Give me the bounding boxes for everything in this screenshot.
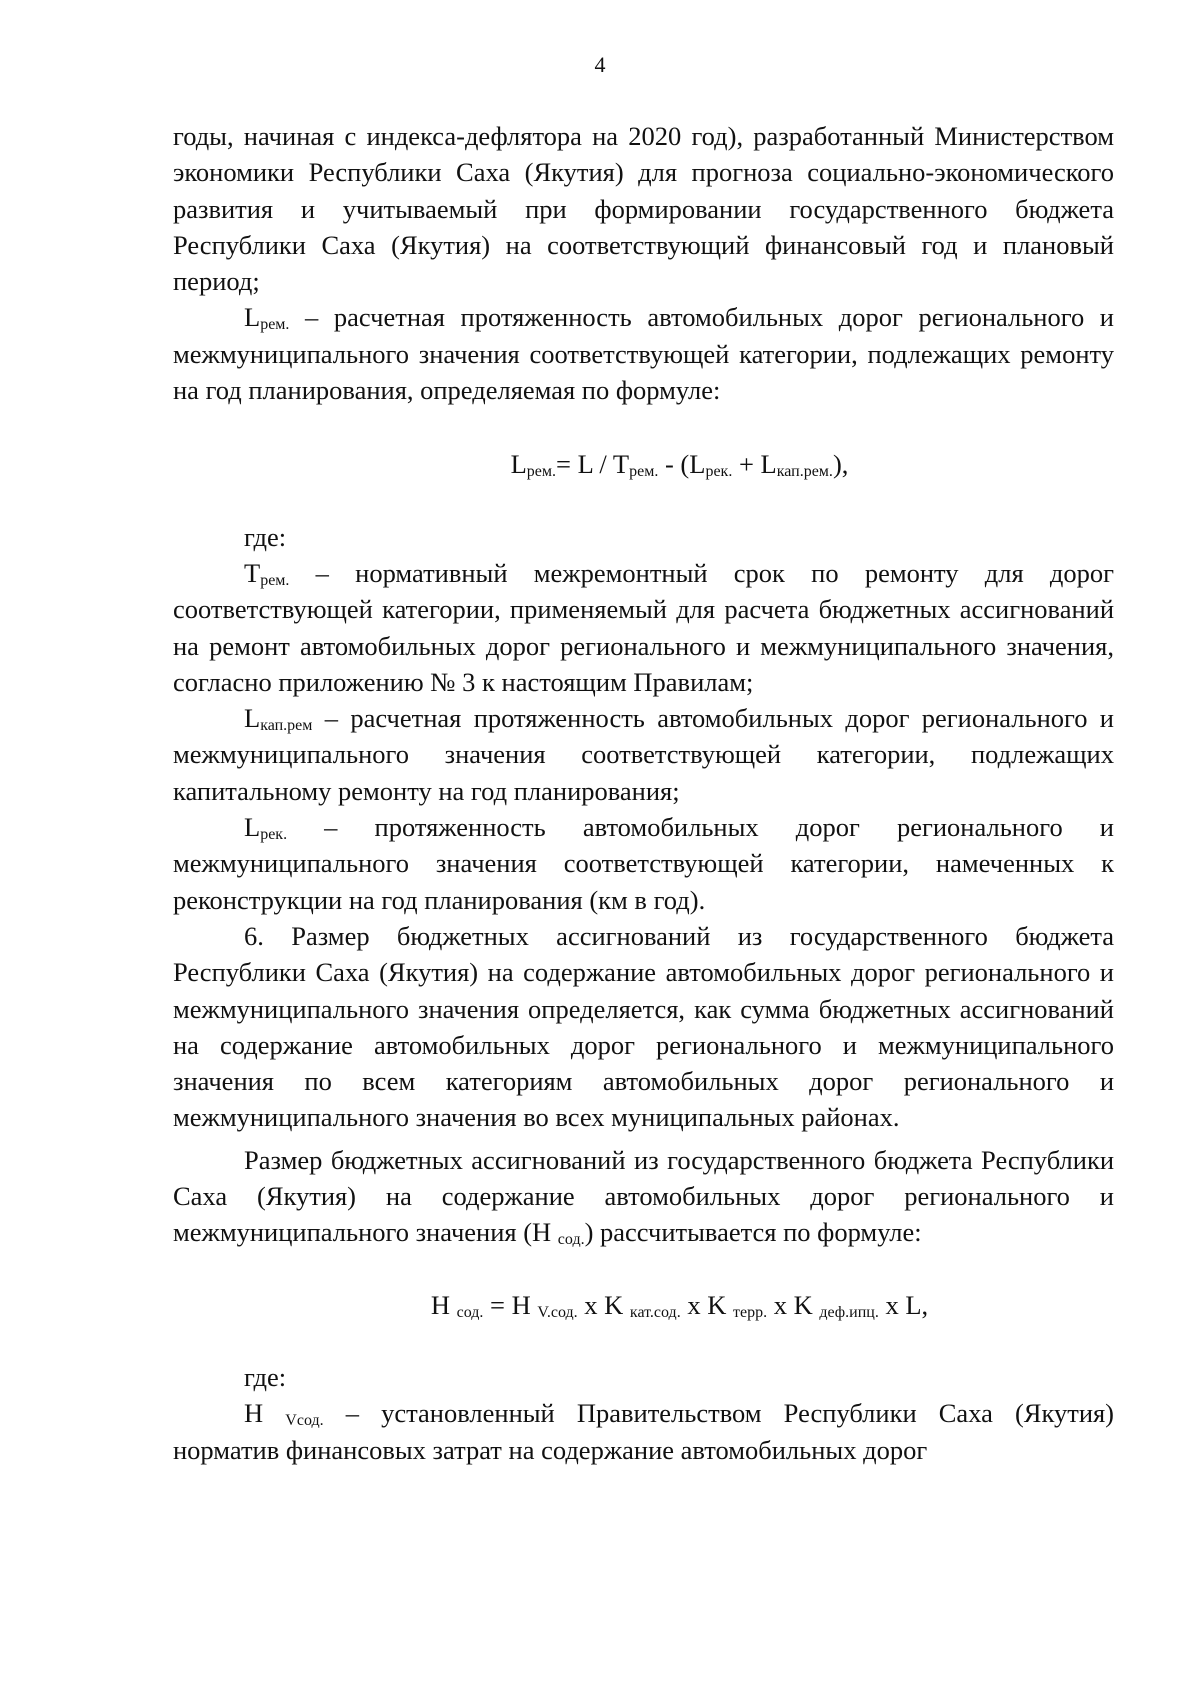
page-number: 4	[594, 52, 606, 77]
subscript-rek: рек.	[260, 826, 288, 844]
subscript-v-sod: Vсод.	[285, 1412, 324, 1430]
subscript-rem: рем.	[260, 571, 290, 589]
document-body	[173, 118, 1114, 1468]
symbol-n: Н	[244, 1398, 286, 1429]
formula-part: ),	[832, 449, 849, 480]
definition-text: – расчетная протяженность автомобильных дорог регионального и межмуниципального значения соответствующей категории, подлежащих ремонту на год планирования, определяемая по формуле:	[173, 302, 1114, 406]
formula-subscript: рем.	[526, 463, 557, 481]
paragraph-budget-size	[173, 1142, 1114, 1251]
formula-subscript: кат.сод.	[629, 1303, 681, 1321]
formula-part: = Н	[483, 1289, 538, 1320]
subscript-kap-rem: кап.рем	[260, 717, 313, 735]
formula-part: x K	[767, 1289, 820, 1320]
where-label: где:	[244, 1361, 287, 1392]
paragraph-t-rem-definition	[173, 555, 1114, 700]
symbol-l: L	[244, 812, 261, 843]
symbol-l: L	[244, 302, 261, 333]
paragraph-text: Размер бюджетных ассигнований из государственного бюджета Республики Саха (Якутия) на содержание автомобильных дорог регионального и межмуниципального значения (Н	[173, 1144, 1114, 1248]
formula-subscript: терр.	[732, 1303, 768, 1321]
paragraph-n-v-sod-definition	[173, 1395, 1114, 1468]
paragraph-continuation: годы, начиная с индекса-дефлятора на 2020 год), разработанный Министерством экономики Республики Саха (Якутия) для прогноза социально-экономического развития и учитываемый при формировании государственного бюджета Республики Саха (Якутия) на соответствующий финансовый год и плановый период;	[173, 121, 1114, 297]
paragraph-text: ) рассчитывается по формуле:	[584, 1217, 922, 1248]
formula-n-sod	[173, 1287, 1114, 1323]
formula-part: L	[510, 449, 527, 480]
formula-subscript: сод.	[456, 1303, 484, 1321]
definition-text: – протяженность автомобильных дорог регионального и межмуниципального значения соответствующей категории, намеченных к реконструкции на год планирования (км в год).	[173, 812, 1114, 915]
formula-subscript: кап.рем.	[776, 463, 833, 481]
formula-part: x K	[680, 1289, 733, 1320]
formula-part: + L	[732, 449, 777, 480]
formula-l-rem	[173, 446, 1114, 482]
formula-subscript: V.сод.	[537, 1303, 578, 1321]
formula-subscript: рем.	[629, 463, 659, 481]
symbol-l: L	[244, 703, 261, 734]
paragraph-item-6: 6. Размер бюджетных ассигнований из государственного бюджета Республики Саха (Якутия) на содержание автомобильных дорог регионального и межмуниципального значения определяется, как сумма бюджетных ассигнований на содержание автомобильных дорог регионального и межмуниципального значения по всем категориям автомобильных дорог регионального и межмуниципального значения во всех муниципальных районах.	[173, 920, 1114, 1133]
definition-text: – нормативный межремонтный срок по ремонту для дорог соответствующей категории, применяемый для расчета бюджетных ассигнований на ремонт автомобильных дорог регионального и межмуниципального значения, согласно приложению № 3 к настоящим Правилам;	[173, 557, 1114, 697]
paragraph-l-rek-definition	[173, 809, 1114, 918]
paragraph-l-rem-definition	[173, 299, 1114, 408]
subscript-rem: рем.	[260, 316, 290, 334]
definition-text: – расчетная протяженность автомобильных дорог регионального и межмуниципального значения соответствующей категории, подлежащих капитальному ремонту на год планирования;	[173, 703, 1114, 806]
definition-text: – установленный Правительством Республики Саха (Якутия) норматив финансовых затрат на содержание автомобильных дорог	[173, 1398, 1115, 1465]
formula-part: x L,	[878, 1289, 929, 1320]
formula-part: Н	[430, 1289, 457, 1320]
formula-part: x K	[577, 1289, 630, 1320]
subscript-sod: сод.	[557, 1231, 585, 1249]
paragraph-l-kap-rem-definition	[173, 700, 1114, 809]
formula-subscript: рек.	[705, 463, 733, 481]
formula-part: - (L	[658, 449, 706, 480]
symbol-t: T	[244, 557, 261, 588]
where-label: где:	[244, 521, 287, 552]
formula-part: = L / T	[556, 449, 630, 480]
formula-subscript: деф.ипц.	[819, 1303, 879, 1321]
